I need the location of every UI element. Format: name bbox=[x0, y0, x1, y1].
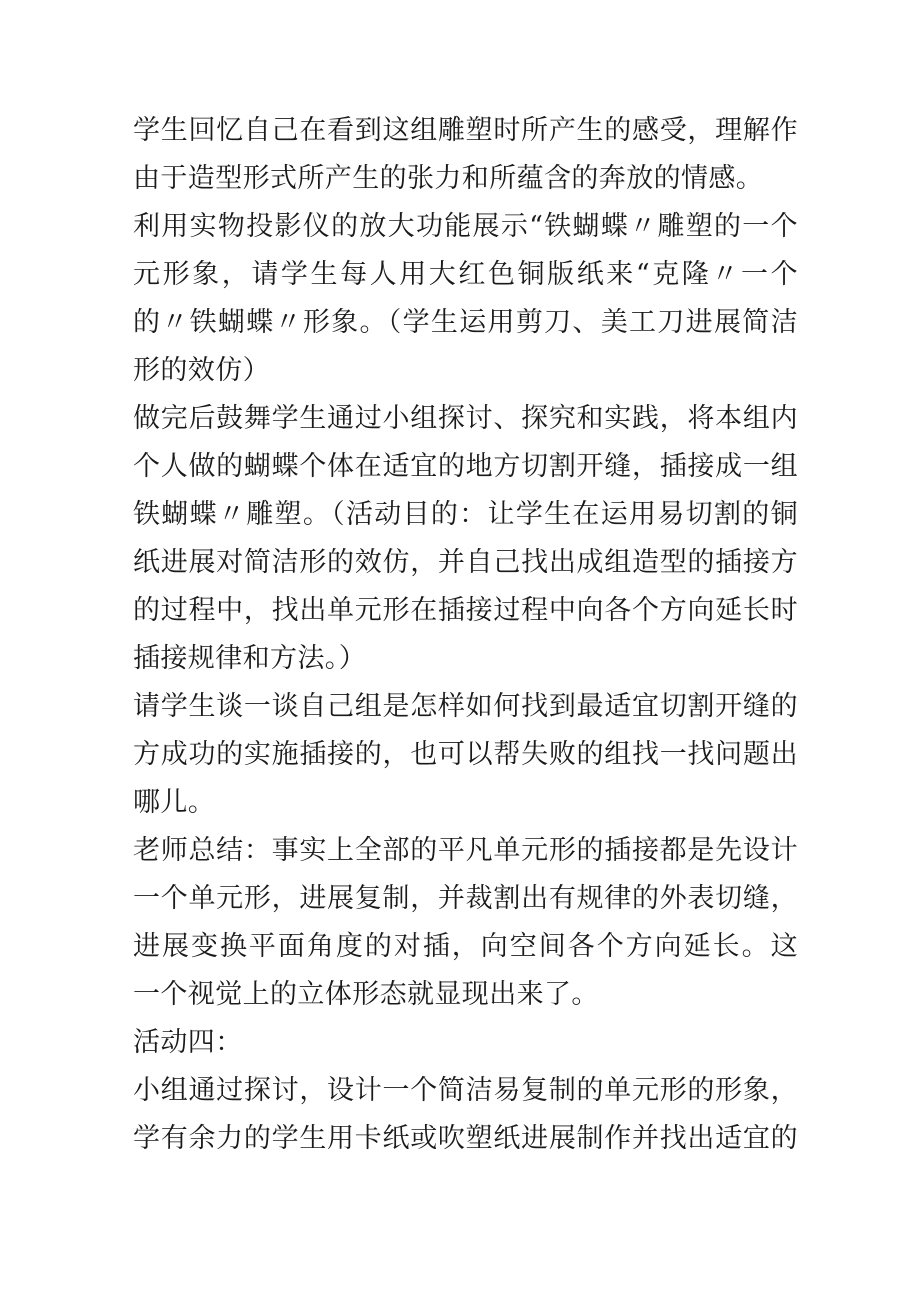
text-line: 活动四： bbox=[133, 1027, 243, 1058]
text-line: 由于造型形式所产生的张力和所蕴含的奔放的情感。 bbox=[133, 163, 764, 194]
text-segment: 元形象，请学生每人用大红色铜版纸来“克隆〃一个 bbox=[133, 259, 798, 290]
text-line: 进展变换平面角度的对插，向空间各个方向延长。这 bbox=[133, 931, 798, 962]
text-line: 的〃铁蝴蝶〃形象。（学生运用剪刀、美工刀进展简洁 bbox=[133, 307, 798, 338]
text-line: 哪儿。 bbox=[133, 787, 216, 818]
text-line: 个人做的蝴蝶个体在适宜的地方切割开缝，插接成一组 bbox=[133, 451, 798, 482]
text-line: 请学生谈一谈自己组是怎样如何找到最适宜切割开缝的 bbox=[133, 691, 798, 722]
text-line: 的过程中，找出单元形在插接过程中向各个方向延长时 bbox=[133, 595, 798, 626]
text-line: 方成功的实施插接的，也可以帮失败的组找一找问题出 bbox=[133, 739, 798, 770]
text-line: 老师总结：事实上全部的平凡单元形的插接都是先设计 bbox=[133, 835, 798, 866]
text-line: 一个单元形，进展复制，并裁割出有规律的外表切缝， bbox=[133, 883, 798, 914]
text-line: 铁蝴蝶〃雕塑。（活动目的：让学生在运用易切割的铜 bbox=[133, 499, 798, 530]
text-line: 形的效仿） bbox=[133, 355, 270, 386]
text-line: 插接规律和方法。） bbox=[133, 643, 367, 674]
text-line: 利用实物投影仪的放大功能展示“铁蝴蝶〃雕塑的一个 bbox=[133, 211, 798, 242]
text-line: 小组通过探讨，设计一个简洁易复制的单元形的形象， bbox=[133, 1075, 798, 1106]
text-line: 纸进展对简洁形的效仿，并自己找出成组造型的插接方 bbox=[133, 547, 798, 578]
text-line bbox=[133, 251, 798, 299]
text-line: 学有余力的学生用卡纸或吹塑纸进展制作并找出适宜的 bbox=[133, 1123, 798, 1154]
text-line: 学生回忆自己在看到这组雕塑时所产生的感受，理解作 bbox=[133, 115, 798, 146]
document-body bbox=[133, 107, 798, 1163]
text-line: 一个视觉上的立体形态就显现出来了。 bbox=[133, 979, 599, 1010]
text-line: 做完后鼓舞学生通过小组探讨、探究和实践，将本组内 bbox=[133, 403, 798, 434]
